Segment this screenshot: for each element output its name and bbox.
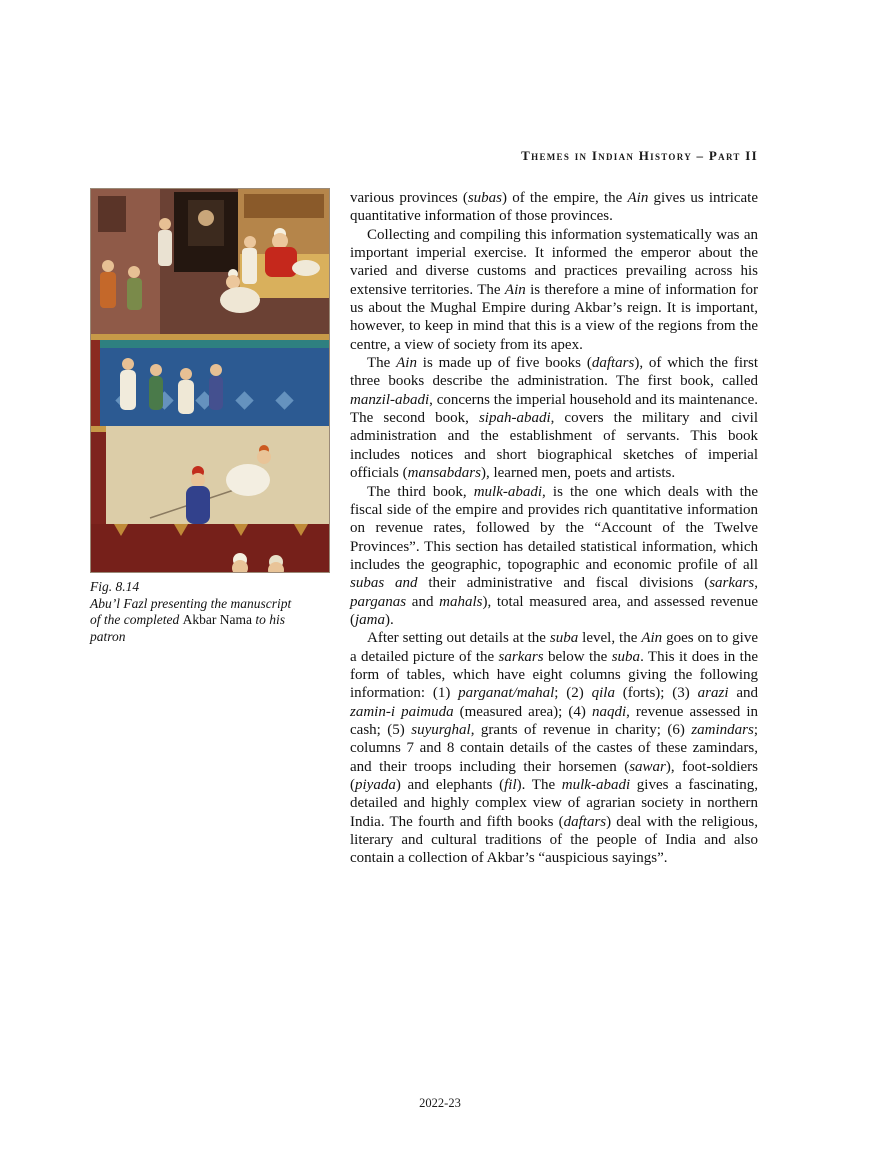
article-text bbox=[350, 189, 758, 868]
body-paragraph: After setting out details at the suba level, the Ain goes on to give a detailed picture of the sarkars below the suba. This it does in the form of tables, which have eight columns giving the following information: (1) parganat/mahal; (2) qila (forts); (3) arazi and zamin-i paimuda (measured area); (4) naqdi, revenue assessed in cash; (5) suyurghal, grants of revenue in charity; (6) zamindars; columns 7 and 8 contain details of the castes of these zamindars, and their troops including their horsemen (sawar), foot-soldiers (piyada) and elephants (fil). The mulk-abadi gives a fascinating, detailed and highly complex view of agrarian society in northern India. The fourth and fifth books (daftars) deal with the religious, literary and cultural traditions of the people of India and also contain a collection of Akbar’s “auspicious sayings”. bbox=[350, 630, 759, 867]
body-paragraph: The third book, mulk-abadi, is the one which deals with the fiscal side of the empire and provides rich quantitative information on revenue rates, followed by the “Account of the Twelve Provinces”. This section has detailed statistical information, which includes the geographic, topographic and economic profile of all subas and their administrative and fiscal divisions (sarkars, parganas and mahals), total measured area, and assessed revenue (jama). bbox=[350, 483, 758, 628]
figure-label: Fig. 8.14 bbox=[90, 579, 140, 594]
running-header: Themes in Indian History – Part II bbox=[521, 148, 758, 163]
miniature-painting-image bbox=[90, 188, 330, 573]
page-footer: 2022-23 bbox=[419, 1096, 461, 1110]
body-paragraph: The Ain is made up of five books (daftars), of which the first three books describe the administration. The first book, called manzil-abadi, concerns the imperial household and its maintenance. The second book, sipah-abadi, covers the military and civil administration and the establishment of servants. This book includes notices and short biographical sketches of imperial officials (mansabdars), learned men, poets and artists. bbox=[350, 355, 758, 482]
figure bbox=[90, 188, 330, 645]
figure-caption-text: Abu’l Fazl presenting the manuscript of the completed Akbar Nama to his patron bbox=[90, 595, 292, 644]
figure-caption bbox=[90, 579, 295, 645]
body-paragraph: various provinces (subas) of the empire, the Ain gives us intricate quantitative information of those provinces. bbox=[350, 190, 759, 225]
body-paragraph: Collecting and compiling this information systematically was an important imperial exercise. It informed the emperor about the varied and diverse customs and practices prevailing across his extensive territories. The Ain is therefore a mine of information for us about the Mughal Empire during Akbar’s reign. It is important, however, to keep in mind that this is a view of the regions from the centre, a view of society from its apex. bbox=[350, 226, 758, 353]
painting-svg bbox=[90, 188, 330, 573]
